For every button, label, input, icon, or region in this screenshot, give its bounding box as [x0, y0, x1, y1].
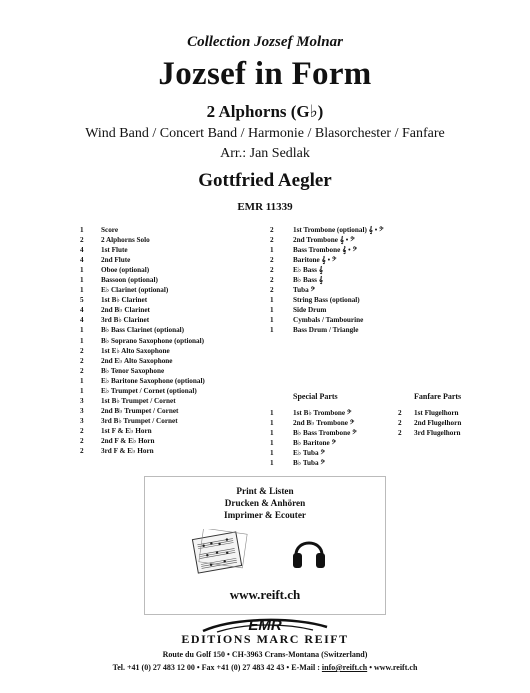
part-name: Bass Drum / Triangle	[293, 326, 359, 335]
part-name: 3rd F & E♭ Horn	[101, 447, 154, 456]
part-quantity: 1	[80, 376, 84, 385]
part-name: Baritone 𝄞 • 𝄢	[293, 256, 337, 265]
part-quantity: 5	[80, 296, 84, 305]
part-quantity: 2	[398, 429, 402, 438]
parts-list-left	[80, 225, 205, 456]
part-name: B♭ Soprano Saxophone (optional)	[101, 336, 205, 345]
instrumentation-subtitle: 2 Alphorns (G♭)	[206, 102, 324, 121]
publisher-name: EDITIONS MARC REIFT	[181, 632, 349, 646]
part-row	[80, 426, 205, 436]
part-row	[270, 448, 357, 458]
part-name: Oboe (optional)	[101, 266, 150, 275]
part-quantity: 1	[270, 429, 274, 438]
part-quantity: 1	[270, 439, 274, 448]
part-quantity: 3	[80, 396, 84, 405]
part-row	[80, 436, 205, 446]
part-row	[80, 356, 205, 366]
part-quantity: 1	[80, 326, 84, 335]
part-quantity: 4	[80, 256, 84, 265]
fanfare-parts	[398, 392, 461, 438]
part-quantity: 1	[80, 276, 84, 285]
part-quantity: 1	[80, 266, 84, 275]
part-name: 2nd E♭ Alto Saxophone	[101, 356, 173, 365]
part-row	[80, 305, 205, 315]
part-row	[398, 408, 461, 418]
part-name: 1st Flute	[101, 246, 128, 255]
publisher-contact	[0, 663, 530, 672]
email-link[interactable]: info@reift.ch	[321, 663, 368, 672]
arranger: Arr.: Jan Sedlak	[220, 146, 310, 161]
part-row	[80, 406, 205, 416]
part-quantity: 2	[270, 276, 274, 285]
part-row	[80, 295, 205, 305]
part-row	[80, 446, 205, 456]
part-row	[270, 418, 357, 428]
part-quantity: 1	[80, 286, 84, 295]
headphones-icon	[291, 531, 327, 571]
part-name: 1st B♭ Trombone 𝄢	[293, 409, 352, 418]
collection-name: Collection Jozsef Molnar	[187, 34, 343, 50]
part-quantity: 2	[270, 256, 274, 265]
part-row	[270, 408, 357, 418]
part-row	[398, 428, 461, 438]
part-row	[270, 325, 384, 335]
part-row	[270, 275, 384, 285]
part-row	[270, 305, 384, 315]
part-row	[80, 386, 205, 396]
part-name: 2nd B♭ Trombone 𝄢	[293, 419, 355, 428]
special-parts	[270, 392, 357, 468]
part-quantity: 2	[398, 409, 402, 418]
promo-line-german: Drucken & Anhören	[224, 498, 306, 508]
part-row	[80, 315, 205, 325]
part-name: E♭ Trumpet / Cornet (optional)	[101, 386, 197, 395]
part-quantity: 1	[270, 246, 274, 255]
part-row	[80, 336, 205, 346]
part-quantity: 4	[80, 246, 84, 255]
part-quantity: 1	[80, 226, 84, 234]
sheet-music-icon	[189, 529, 251, 575]
part-name: 1st B♭ Trumpet / Cornet	[101, 396, 176, 405]
catalog-code: EMR 11339	[237, 201, 293, 213]
part-row	[80, 325, 205, 335]
part-row	[270, 255, 384, 265]
part-row	[270, 315, 384, 325]
parts-list-right	[270, 225, 384, 336]
part-row	[80, 376, 205, 386]
part-quantity: 2	[80, 236, 84, 245]
part-name: B♭ Bass Trombone 𝄢	[293, 429, 357, 438]
part-row	[80, 396, 205, 406]
part-name: 2nd B♭ Clarinet	[101, 306, 150, 315]
part-quantity: 2	[398, 419, 402, 428]
part-row	[270, 458, 357, 468]
publisher-address: Route du Golf 150 • CH-3963 Crans-Montana (Switzerland)	[162, 650, 368, 659]
part-name: B♭ Tenor Saxophone	[101, 366, 165, 375]
part-row	[270, 225, 384, 235]
part-row	[80, 346, 205, 356]
part-name: B♭ Bass 𝄞	[293, 276, 324, 285]
part-name: 3rd B♭ Trumpet / Cornet	[101, 416, 178, 425]
part-name: 1st Flugelhorn	[414, 409, 459, 418]
part-quantity: 1	[80, 336, 84, 345]
special-parts-items	[270, 408, 357, 468]
part-name: 1st B♭ Clarinet	[101, 296, 148, 305]
part-quantity: 2	[80, 346, 84, 355]
part-name: E♭ Bass 𝄞	[293, 266, 324, 275]
part-row	[270, 428, 357, 438]
part-quantity: 2	[80, 366, 84, 375]
promo-line-english: Print & Listen	[236, 486, 294, 496]
part-name: Bass Trombone 𝄞 • 𝄢	[293, 246, 358, 255]
part-row	[398, 418, 461, 428]
part-row	[80, 225, 205, 235]
part-name: 1st E♭ Alto Saxophone	[101, 346, 170, 355]
part-row	[270, 295, 384, 305]
part-name: 3rd Flugelhorn	[414, 429, 461, 438]
website-link[interactable]: www.reift.ch	[229, 587, 301, 602]
part-quantity: 1	[270, 449, 274, 458]
contact-website: • www.reift.ch	[367, 663, 418, 672]
part-quantity: 2	[270, 286, 274, 295]
part-row	[80, 366, 205, 376]
part-quantity: 1	[270, 296, 274, 305]
part-name: 2nd F & E♭ Horn	[101, 436, 155, 445]
part-quantity: 2	[80, 436, 84, 445]
part-name: 1st Trombone (optional) 𝄞 • 𝄢	[293, 226, 384, 234]
part-row	[80, 416, 205, 426]
part-name: 2nd B♭ Trumpet / Cornet	[101, 406, 179, 415]
fanfare-parts-items	[398, 408, 461, 438]
part-quantity: 1	[270, 409, 274, 418]
part-row	[270, 265, 384, 275]
part-name: String Bass (optional)	[293, 296, 360, 305]
ensemble-types: Wind Band / Concert Band / Harmonie / Blasorchester / Fanfare	[85, 126, 445, 141]
part-name: 2 Alphorns Solo	[101, 236, 150, 245]
part-name: B♭ Baritone 𝄢	[293, 439, 337, 448]
part-name: Bassoon (optional)	[101, 276, 158, 285]
part-quantity: 1	[270, 306, 274, 315]
part-row	[270, 235, 384, 245]
part-name: E♭ Clarinet (optional)	[101, 286, 169, 295]
part-quantity: 2	[80, 447, 84, 456]
promo-line-french: Imprimer & Ecouter	[224, 510, 306, 520]
part-quantity: 4	[80, 316, 84, 325]
part-quantity: 2	[80, 356, 84, 365]
part-name: E♭ Baritone Saxophone (optional)	[101, 376, 205, 385]
part-row	[270, 245, 384, 255]
part-row	[270, 285, 384, 295]
part-row	[80, 285, 205, 295]
part-name: 2nd Trombone 𝄞 • 𝄢	[293, 236, 355, 245]
logo-text: EMR	[248, 617, 282, 634]
part-name: B♭ Bass Clarinet (optional)	[101, 326, 185, 335]
part-name: Score	[101, 226, 119, 234]
part-quantity: 1	[270, 459, 274, 468]
part-row	[80, 265, 205, 275]
part-row	[80, 275, 205, 285]
part-name: 3rd B♭ Clarinet	[101, 316, 150, 325]
promo-text	[145, 485, 385, 521]
part-name: 2nd Flute	[101, 256, 131, 265]
part-name: 2nd Flugelhorn	[414, 419, 462, 428]
part-quantity: 2	[270, 236, 274, 245]
part-name: Cymbals / Tambourine	[293, 316, 364, 325]
contact-phone-fax: Tel. +41 (0) 27 483 12 00 • Fax +41 (0) 27 483 42 43 • E-Mail :	[112, 663, 322, 672]
fanfare-parts-heading: Fanfare Parts	[414, 392, 462, 401]
part-quantity: 1	[270, 419, 274, 428]
part-name: Side Drum	[293, 306, 327, 315]
composer: Gottfried Aegler	[198, 170, 332, 191]
part-quantity: 1	[270, 326, 274, 335]
part-row	[80, 255, 205, 265]
special-parts-heading: Special Parts	[293, 392, 338, 401]
part-row	[80, 245, 205, 255]
part-row	[80, 235, 205, 245]
piece-title: Jozsef in Form	[158, 56, 372, 92]
part-name: B♭ Tuba 𝄢	[293, 459, 325, 468]
part-quantity: 2	[270, 266, 274, 275]
part-quantity: 3	[80, 416, 84, 425]
part-name: Tuba 𝄢	[293, 286, 316, 295]
print-listen-box[interactable]	[144, 476, 386, 615]
part-quantity: 1	[80, 386, 84, 395]
part-name: 1st F & E♭ Horn	[101, 426, 152, 435]
part-quantity: 4	[80, 306, 84, 315]
part-quantity: 2	[80, 426, 84, 435]
part-name: E♭ Tuba 𝄢	[293, 449, 325, 458]
part-quantity: 1	[270, 316, 274, 325]
part-quantity: 2	[270, 226, 274, 234]
part-quantity: 3	[80, 406, 84, 415]
part-row	[270, 438, 357, 448]
